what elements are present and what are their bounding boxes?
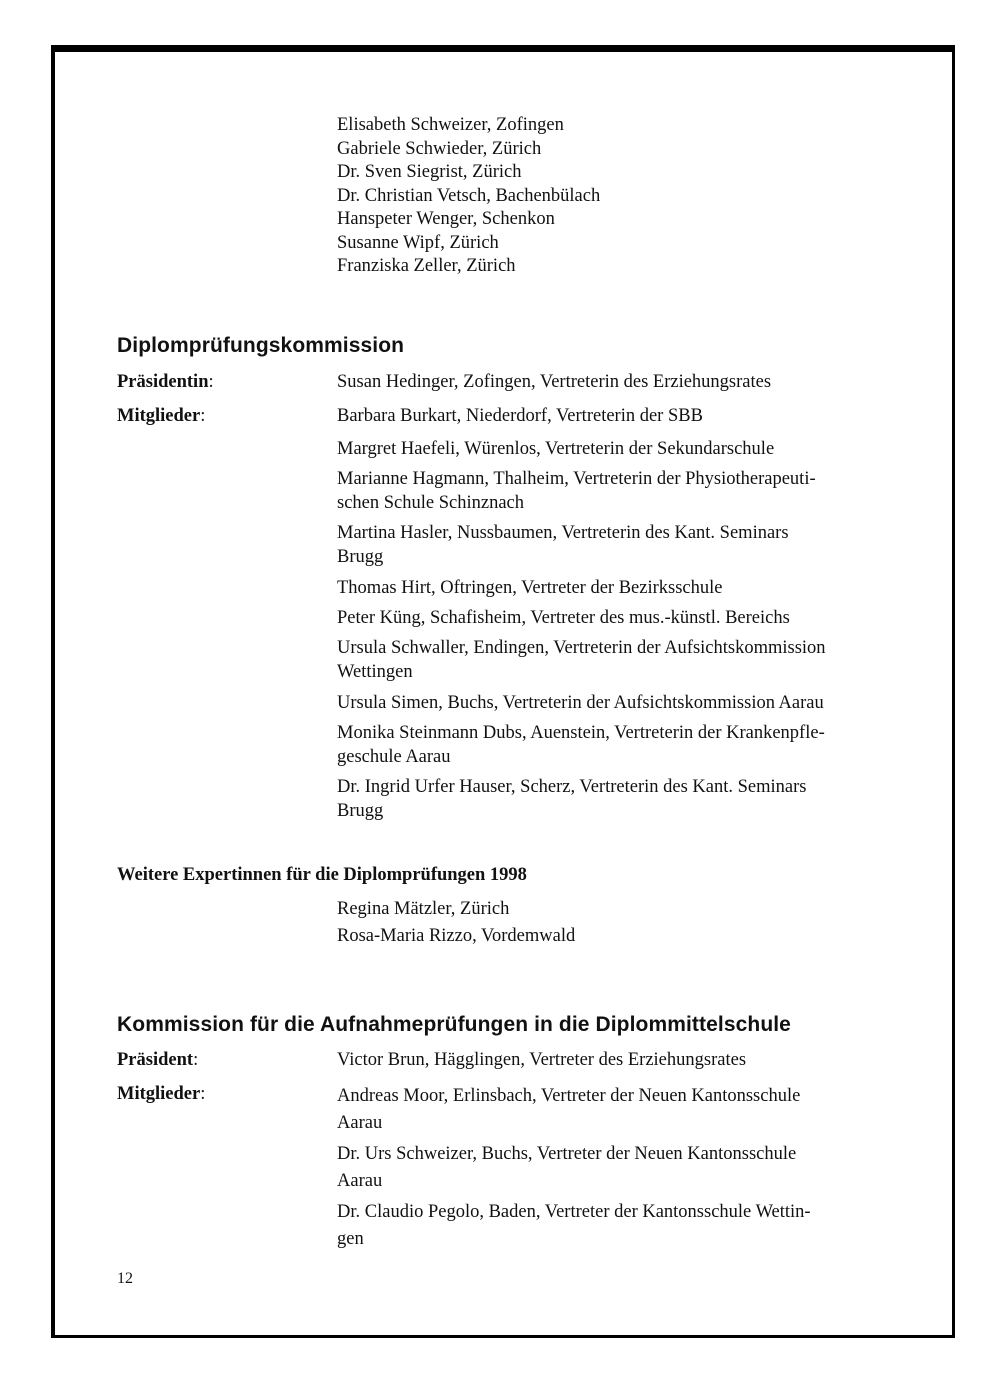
member-line: geschule Aarau (337, 746, 451, 767)
member-line: Andreas Moor, Erlinsbach, Vertreter der Neuen Kantonsschule (337, 1086, 801, 1106)
list-item: Regina Mätzler, Zürich (337, 899, 510, 919)
member-line: Peter Küng, Schafisheim, Vertreter des mus.-künstl. Bereichs (337, 608, 790, 628)
member-entry (337, 722, 882, 769)
experts-list (337, 896, 882, 950)
member-line: Brugg (337, 800, 384, 821)
document-page (55, 52, 952, 1335)
member-line: Ursula Simen, Buchs, Vertreterin der Aufsichtskommission Aarau (337, 693, 824, 713)
list-item: Dr. Sven Siegrist, Zürich (337, 162, 522, 182)
member-entry (337, 776, 882, 823)
president-entry: Victor Brun, Hägglingen, Vertreter des Erziehungsrates (337, 1050, 747, 1070)
member-entry (337, 692, 882, 716)
president-label: Präsidentin: (117, 372, 214, 392)
member-line: Dr. Urs Schweizer, Buchs, Vertreter der Neuen Kantonsschule (337, 1144, 797, 1164)
member-line: Aarau (337, 1171, 383, 1191)
member-entry (337, 405, 882, 429)
list-item: Dr. Christian Vetsch, Bachenbülach (337, 185, 601, 206)
members-label: Mitglieder: (117, 1084, 206, 1104)
member-line: Marianne Hagmann, Thalheim, Vertreterin der Physiotherapeuti- (337, 469, 816, 489)
member-entry (337, 577, 882, 601)
president-entry: Susan Hedinger, Zofingen, Vertreterin des Erziehungsrates (337, 372, 772, 392)
list-item: Elisabeth Schweizer, Zofingen (337, 115, 564, 135)
section-heading-aufnahme: Kommission für die Aufnahmeprüfungen in die Diplommittelschule (117, 1013, 791, 1036)
page-number: 12 (117, 1270, 133, 1287)
member-entry (337, 468, 882, 515)
list-item: Susanne Wipf, Zürich (337, 232, 499, 253)
member-line: Wettingen (337, 661, 413, 682)
member-entry (337, 1199, 882, 1253)
list-item: Rosa-Maria Rizzo, Vordemwald (337, 926, 576, 946)
member-line: Margret Haefeli, Würenlos, Vertreterin der Sekundarschule (337, 439, 775, 459)
member-line: schen Schule Schinznach (337, 492, 524, 513)
member-line: Ursula Schwaller, Endingen, Vertreterin der Aufsichtskommission (337, 638, 826, 658)
president-label: Präsident: (117, 1050, 199, 1070)
member-entry (337, 438, 882, 462)
members-label-text: Mitglieder (117, 406, 201, 426)
member-entry (337, 1083, 882, 1137)
list-item: Franziska Zeller, Zürich (337, 256, 516, 276)
members-label-text: Mitglieder (117, 1084, 201, 1104)
member-entry (337, 1141, 882, 1195)
top-name-list (337, 114, 897, 279)
member-entry (337, 637, 882, 684)
member-line: Dr. Ingrid Urfer Hauser, Scherz, Vertreterin des Kant. Seminars (337, 777, 807, 797)
member-line: Dr. Claudio Pegolo, Baden, Vertreter der Kantonsschule Wettin- (337, 1202, 811, 1222)
member-entry (337, 522, 882, 569)
member-line: Monika Steinmann Dubs, Auenstein, Vertreterin der Krankenpfle- (337, 723, 825, 743)
experts-heading: Weitere Expertinnen für die Diplomprüfungen 1998 (117, 865, 527, 885)
member-line: Thomas Hirt, Oftringen, Vertreter der Bezirksschule (337, 578, 723, 598)
member-line: gen (337, 1229, 364, 1249)
member-line: Aarau (337, 1113, 383, 1133)
member-entry (337, 607, 882, 631)
president-label-text: Präsidentin (117, 372, 209, 392)
member-line: Martina Hasler, Nussbaumen, Vertreterin des Kant. Seminars (337, 523, 789, 543)
member-line: Brugg (337, 546, 384, 567)
president-label-text: Präsident (117, 1050, 194, 1070)
members-label: Mitglieder: (117, 406, 206, 426)
section-heading-diplom: Diplomprüfungskommission (117, 334, 405, 357)
list-item: Gabriele Schwieder, Zürich (337, 138, 542, 159)
member-line: Barbara Burkart, Niederdorf, Vertreterin der SBB (337, 406, 703, 426)
list-item: Hanspeter Wenger, Schenkon (337, 209, 555, 229)
